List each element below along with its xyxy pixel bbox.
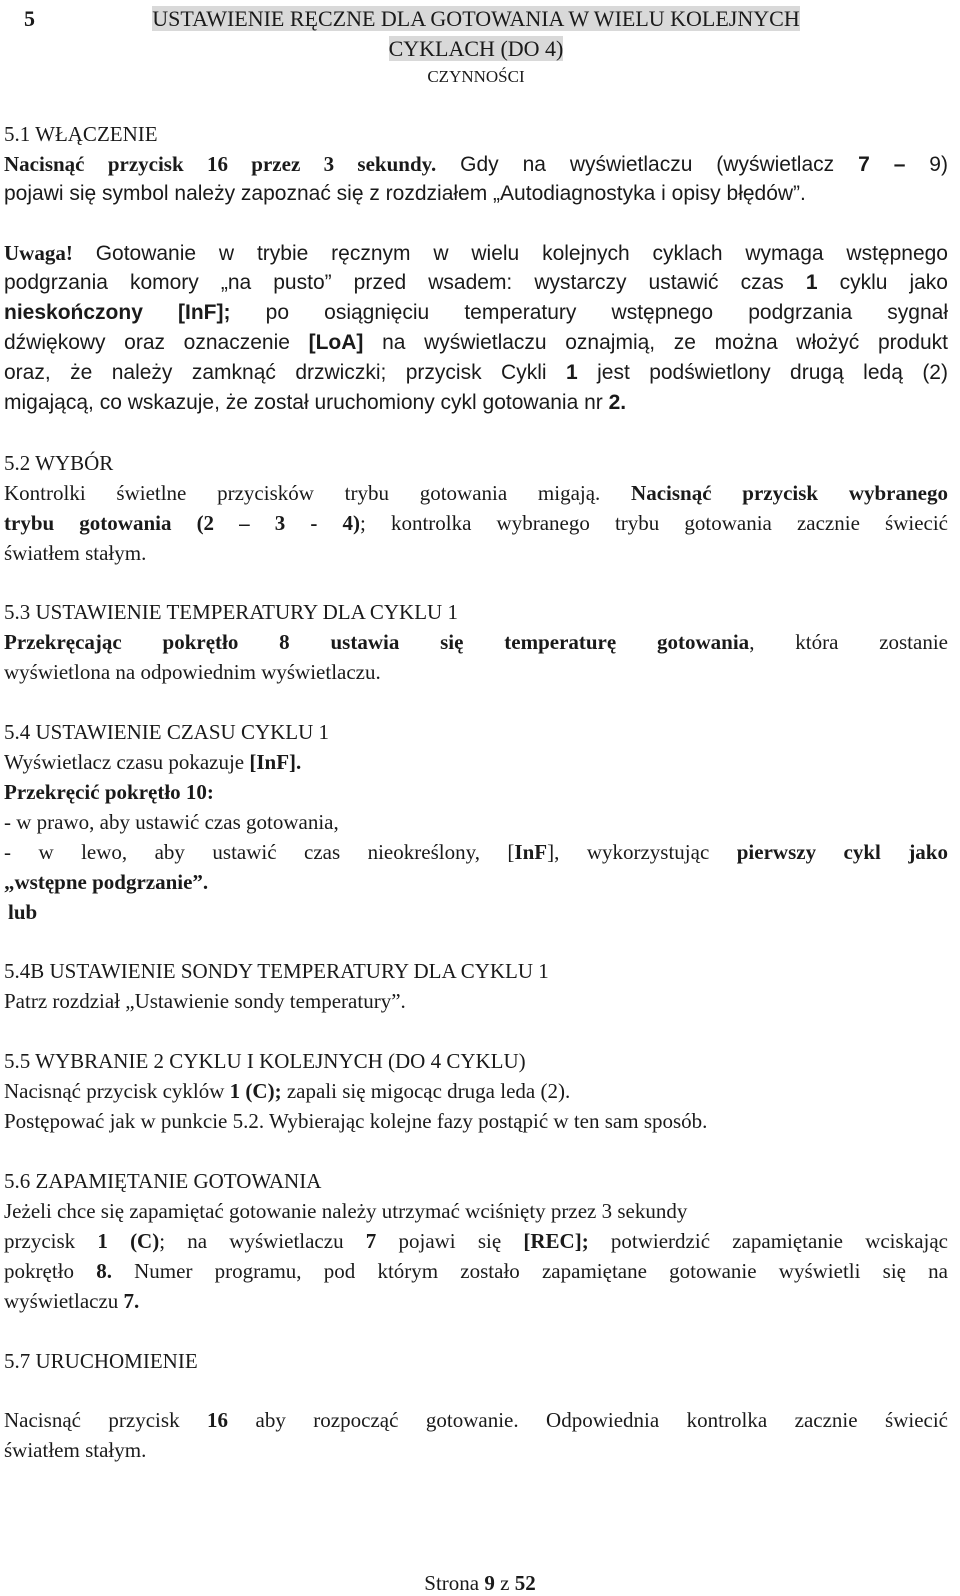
heading-5-2: 5.2 WYBÓR xyxy=(4,451,114,475)
heading-5-1: 5.1 WŁĄCZENIE xyxy=(4,122,158,146)
paragraph-5-2-line-1: Kontrolki świetlne przycisków trybu gotowania migają. Nacisnąć przycisk wybranego xyxy=(4,481,948,505)
footer-label: Strona xyxy=(424,1571,480,1595)
title-line-1: USTAWIENIE RĘCZNE DLA GOTOWANIA W WIELU KOLEJNYCH xyxy=(152,6,800,31)
warning-line-1: Uwaga! Gotowanie w trybie ręcznym w wielu kolejnych cyklach wymaga wstępnego xyxy=(4,241,948,265)
footer-of: z xyxy=(500,1571,510,1595)
paragraph-5-4-or: lub xyxy=(8,900,38,924)
paragraph-5-5-line-2: Postępować jak w punkcie 5.2. Wybierając kolejne fazy postąpić w ten sam sposób. xyxy=(4,1109,708,1133)
paragraph-5-2-line-3: światłem stałym. xyxy=(4,541,147,565)
page-title-line-2 xyxy=(64,34,888,64)
paragraph-5-6-line-4: wyświetlaczu 7. xyxy=(4,1289,140,1313)
paragraph-5-1-line-1: Nacisnąć przycisk 16 przez 3 sekundy. Gdy na wyświetlaczu (wyświetlacz 7 – 9) xyxy=(4,152,948,176)
paragraph-5-6-line-2: przycisk 1 (C); na wyświetlaczu 7 pojawi się [REC]; potwierdzić zapamiętanie wciskając xyxy=(4,1229,948,1253)
heading-5-5: 5.5 WYBRANIE 2 CYKLU I KOLEJNYCH (DO 4 CYKLU) xyxy=(4,1049,526,1073)
paragraph-5-5-line-1: Nacisnąć przycisk cyklów 1 (C); zapali się migocąc druga leda (2). xyxy=(4,1079,571,1103)
page-title xyxy=(64,4,888,34)
paragraph-5-4-line-2: Przekręcić pokrętło 10: xyxy=(4,780,214,804)
warning-line-4: dźwiękowy oraz oznaczenie [LoA] na wyświetlaczu oznajmią, ze można włożyć produkt xyxy=(4,331,948,354)
heading-5-7: 5.7 URUCHOMIENIE xyxy=(4,1349,198,1373)
paragraph-5-3-line-2: wyświetlona na odpowiednim wyświetlaczu. xyxy=(4,660,381,684)
warning-label: Uwaga! xyxy=(4,241,73,265)
paragraph-5-2-line-2: trybu gotowania (2 – 3 - 4); kontrolka wybranego trybu gotowania zacznie świecić xyxy=(4,511,948,535)
warning-line-3: nieskończony [InF]; po osiągnięciu temperatury wstępnego podgrzania sygnał xyxy=(4,301,948,324)
paragraph-5-7-line-2: światłem stałym. xyxy=(4,1438,147,1462)
paragraph-5-4-line-3: - w prawo, aby ustawić czas gotowania, xyxy=(4,810,339,834)
page-footer xyxy=(0,1570,960,1596)
paragraph-5-6-line-1: Jeżeli chce się zapamiętać gotowanie należy utrzymać wciśnięty przez 3 sekundy xyxy=(4,1199,688,1223)
heading-5-3: 5.3 USTAWIENIE TEMPERATURY DLA CYKLU 1 xyxy=(4,600,458,624)
page-subtitle: CZYNNOŚCI xyxy=(427,67,525,86)
heading-5-6: 5.6 ZAPAMIĘTANIE GOTOWANIA xyxy=(4,1169,322,1193)
section-number: 5 xyxy=(24,6,35,31)
paragraph-5-4b-line-1: Patrz rozdział „Ustawienie sondy temperatury”. xyxy=(4,989,406,1013)
paragraph-5-4-line-1: Wyświetlacz czasu pokazuje [InF]. xyxy=(4,750,302,774)
warning-line-5: oraz, że należy zamknąć drzwiczki; przycisk Cykli 1 jest podświetlony drugą ledą (2) xyxy=(4,361,948,384)
paragraph-5-3-line-1: Przekręcając pokrętło 8 ustawia się temperaturę gotowania, która zostanie xyxy=(4,630,948,654)
heading-5-4b: 5.4B USTAWIENIE SONDY TEMPERATURY DLA CYKLU 1 xyxy=(4,959,549,983)
heading-5-4: 5.4 USTAWIENIE CZASU CYKLU 1 xyxy=(4,720,330,744)
paragraph-5-6-line-3: pokrętło 8. Numer programu, pod którym zostało zapamiętane gotowanie wyświetli się na xyxy=(4,1259,948,1283)
footer-page-number: 9 xyxy=(484,1571,495,1595)
warning-line-6: migającą, co wskazuje, że został uruchomiony cykl gotowania nr 2. xyxy=(4,391,627,414)
paragraph-5-4-line-5: „wstępne podgrzanie”. xyxy=(4,870,209,894)
paragraph-5-7-line-1: Nacisnąć przycisk 16 aby rozpocząć gotowanie. Odpowiednia kontrolka zacznie świecić xyxy=(4,1408,948,1432)
paragraph-5-1-line-2: pojawi się symbol należy zapoznać się z rozdziałem „Autodiagnostyka i opisy błędów”. xyxy=(4,182,806,205)
title-line-2: CYKLACH (DO 4) xyxy=(388,36,564,61)
warning-line-2: podgrzania komory „na pusto” przed wsadem: wystarczy ustawić czas 1 cyklu jako xyxy=(4,271,948,294)
paragraph-5-4-line-4: - w lewo, aby ustawić czas nieokreślony, [InF], wykorzystując pierwszy cykl jako xyxy=(4,840,948,864)
footer-total-pages: 52 xyxy=(514,1571,536,1595)
